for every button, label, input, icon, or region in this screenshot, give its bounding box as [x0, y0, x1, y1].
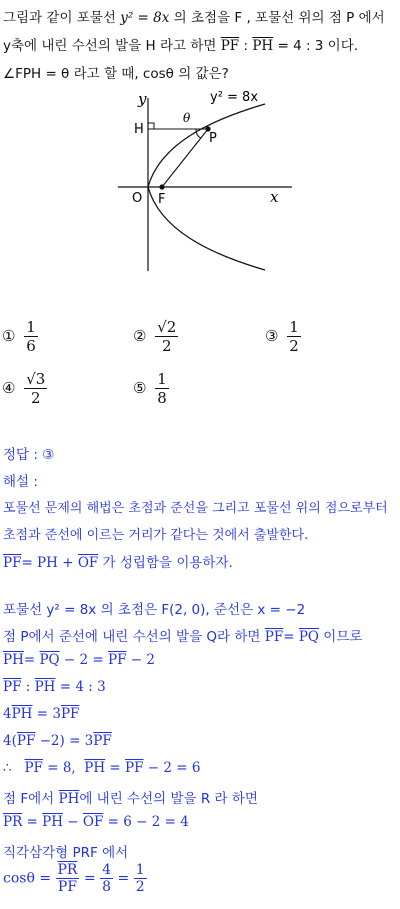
explanation-line-1: 포물선 문제의 해법은 초점과 준선을 그리고 포물선 위의 점으로부터 — [3, 501, 388, 516]
choice-1[interactable] — [2, 318, 38, 355]
segment: $\overline{PH}$ — [11, 706, 33, 722]
choice-number: ④ — [2, 379, 16, 397]
segment: $\overline{PQ}$ — [298, 629, 319, 645]
text: − — [63, 814, 83, 830]
explanation-label: 해설 : — [3, 474, 38, 490]
choice-3[interactable] — [265, 318, 301, 355]
choice-number: ① — [2, 327, 16, 345]
segment: $\overline{PF}$ — [108, 652, 127, 668]
segment: $\overline{PH}$ — [84, 760, 106, 776]
explanation-line-12 — [3, 814, 189, 830]
choice-number: ⑤ — [133, 379, 147, 397]
denominator: 2 — [31, 389, 41, 407]
denominator: 2 — [162, 337, 172, 355]
text: : — [21, 679, 35, 695]
text: 4 — [3, 706, 12, 722]
numerator: 1 — [289, 318, 299, 336]
denominator: 8 — [157, 389, 167, 407]
numerator: $\overline{PR}$ — [57, 862, 78, 878]
text: − 2 — [126, 652, 155, 668]
point-f-dot — [159, 184, 164, 189]
choice-2[interactable] — [133, 318, 178, 355]
text: ∴ — [3, 760, 25, 776]
denominator: 2 — [289, 337, 299, 355]
explanation-line-13: 직각삼각형 PRF 에서 — [3, 845, 129, 861]
text: = — [117, 870, 134, 887]
numerator: √3 — [26, 370, 46, 388]
segment: $\overline{PF}$ — [3, 679, 22, 695]
denominator: 8 — [102, 879, 112, 895]
numerator: 1 — [26, 318, 36, 336]
segment-pf: $\overline{PF}$ — [220, 38, 240, 54]
text: = 8, — [42, 760, 85, 776]
segment: $\overline{PH}$ — [42, 814, 64, 830]
explanation-line-11 — [3, 787, 258, 807]
text: −2) = 3 — [35, 733, 94, 749]
explanation-line-10 — [3, 760, 200, 776]
numerator: 1 — [135, 862, 145, 878]
point-p-label: P — [209, 131, 217, 146]
origin-label: O — [132, 191, 143, 206]
y-axis-label: y — [138, 90, 147, 108]
segment: $\overline{PQ}$ — [39, 652, 60, 668]
explanation-line-8 — [3, 706, 79, 722]
text: 에 내린 수선의 발을 R 라 하면 — [79, 791, 258, 807]
right-angle-mark — [148, 123, 154, 129]
text: − 2 = 6 — [143, 760, 201, 776]
text: 점 F에서 — [3, 791, 59, 807]
denominator: 6 — [26, 337, 36, 355]
explanation-line-2: 초점과 준선에 이르는 거리가 같다는 것에서 출발한다. — [3, 528, 309, 543]
segment: $\overline{PR}$ — [3, 814, 23, 830]
curve-label: y² = 8x — [210, 90, 259, 105]
text: = — [105, 760, 126, 776]
text: = — [22, 814, 43, 830]
problem-text: = 4 : 3 이다. — [277, 38, 359, 54]
text: 이므로 — [318, 629, 363, 645]
problem-text: 의 초점을 F , 포물선 위의 점 P 에서 — [173, 10, 385, 26]
text: = 6 − 2 = 4 — [103, 814, 189, 830]
segment: $\overline{PF}$ — [125, 760, 144, 776]
problem-text: ∠FPH = θ 라고 할 때, cosθ 의 값은? — [3, 66, 229, 82]
parabola-equation: y² = 8x — [120, 10, 170, 26]
explanation-line-5 — [3, 625, 362, 645]
text: = 3 — [32, 706, 61, 722]
text: 점 P에서 준선에 내린 수선의 발을 Q라 하면 — [3, 629, 261, 645]
segment-ph: $\overline{PH}$ — [252, 38, 274, 54]
problem-line-2: y축에 내린 수선의 발을 H 라고 하면 $\overline{PF}$ : $\overline{PH} = 4$ : 3 이다. — [3, 38, 359, 54]
segment: $\overline{PH}$ — [3, 652, 24, 668]
text: = — [283, 629, 299, 645]
choice-4[interactable] — [2, 370, 47, 407]
explanation-line-9 — [3, 733, 112, 749]
segment: $\overline{PF}$ — [93, 733, 112, 749]
text: = 4 : 3 — [55, 679, 106, 695]
segment: $\overline{PF}$ — [60, 706, 80, 722]
explanation-line-4: 포물선 y² = 8x 의 초점은 F(2, 0), 준선은 x = −2 — [3, 602, 306, 618]
text: = — [23, 652, 40, 668]
explanation-line-6 — [3, 652, 155, 668]
choice-number: ③ — [265, 327, 279, 345]
point-h-label: H — [134, 122, 144, 137]
problem-text: 그림과 같이 포물선 — [3, 10, 116, 26]
answer-label: 정답 : ③ — [3, 447, 55, 463]
x-axis-label: x — [270, 188, 279, 206]
segment: $\overline{OF}$ — [77, 555, 99, 571]
segment: $\overline{PH}$ — [58, 791, 80, 807]
segment: $\overline{PF}$ — [16, 733, 36, 749]
choice-5[interactable] — [133, 370, 169, 407]
segment: $\overline{PF}$ — [264, 629, 284, 645]
angle-theta-label: θ — [183, 111, 191, 125]
text: 4( — [3, 733, 17, 749]
segment: $\overline{PF}$ — [24, 760, 43, 776]
numerator: √2 — [157, 318, 177, 336]
numerator: 1 — [157, 370, 167, 388]
parabola-graph — [100, 86, 300, 276]
problem-line-1 — [3, 6, 385, 26]
segment: $\overline{OF}$ — [82, 814, 104, 830]
text: − 2 = — [59, 652, 109, 668]
text: 가 성립함을 이용하자. — [98, 555, 233, 571]
explanation-line-14 — [3, 862, 147, 895]
explanation-line-3 — [3, 551, 233, 571]
choice-number: ② — [133, 327, 147, 345]
segment: $\overline{PH}$ — [34, 679, 56, 695]
explanation-line-7 — [3, 679, 106, 695]
denominator: PF — [57, 879, 78, 895]
text: = — [83, 870, 101, 887]
numerator: 4 — [102, 862, 112, 878]
point-f-label: F — [158, 192, 166, 207]
problem-text: y축에 내린 수선의 발을 H 라고 하면 — [3, 38, 217, 54]
denominator: 2 — [135, 879, 145, 895]
segment: $\overline{PF}$ — [3, 555, 22, 571]
problem-line-3 — [3, 62, 229, 82]
text: cosθ = — [3, 870, 56, 887]
text: = PH + — [21, 555, 78, 571]
